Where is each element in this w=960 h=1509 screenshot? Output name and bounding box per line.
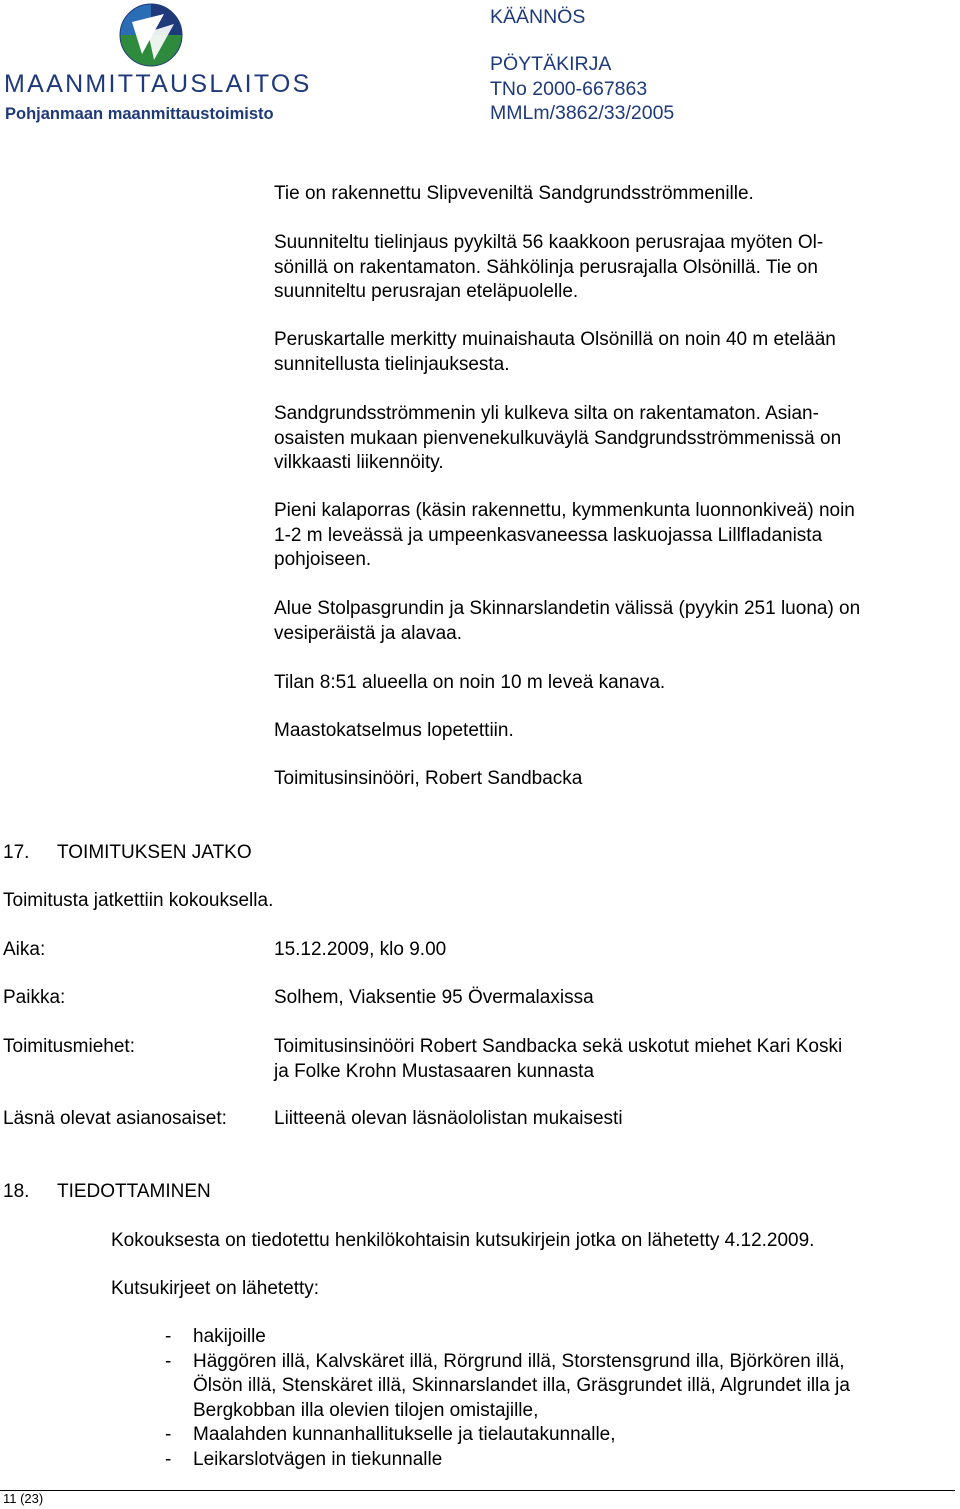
- paragraph-area: [274, 597, 954, 646]
- section-title: TOIMITUKSEN JATKO: [57, 842, 252, 863]
- paragraph-road-built: [274, 182, 954, 207]
- text-line: hakijoille: [193, 1326, 266, 1347]
- paragraph-fish-ladder: [274, 499, 954, 573]
- text-line: pohjoiseen.: [274, 549, 372, 570]
- document-type: PÖYTÄKIRJA: [490, 53, 612, 75]
- section-18-paragraph: Kokouksesta on tiedotettu henkilökohtaisin kutsukirjein jotka on lähetetty 4.12.2009.: [111, 1230, 815, 1251]
- text-line: Tilan 8:51 alueella on noin 10 m leveä kanava.: [274, 672, 666, 693]
- translation-label: KÄÄNNÖS: [490, 6, 586, 28]
- text-line: 1-2 m leveässä ja umpeenkasvaneessa laskuojassa Lillfladanista: [274, 524, 823, 546]
- text-line: Maastokatselmus lopetettiin.: [274, 720, 514, 741]
- page-number: 11 (23): [3, 1491, 44, 1506]
- signature-line: [274, 767, 954, 792]
- section-18-recipients-intro: Kutsukirjeet on lähetetty:: [111, 1278, 320, 1299]
- recipients-list: [165, 1325, 945, 1472]
- field-label-time: Aika:: [3, 939, 46, 960]
- list-dash: -: [165, 1326, 172, 1347]
- list-item: [165, 1423, 945, 1448]
- text-line: Suunniteltu tielinjaus pyykiltä 56 kaakkoon perusrajaa myöten Ol-: [274, 232, 824, 253]
- section-number: 18.: [3, 1181, 30, 1202]
- section-18-heading: [3, 1180, 211, 1205]
- field-label-place: Paikka:: [3, 987, 66, 1008]
- list-item: [165, 1350, 945, 1424]
- text-line: Alue Stolpasgrundin ja Skinnarslandetin välissä (pyykin 251 luona) on: [274, 598, 861, 619]
- field-value-time: 15.12.2009, klo 9.00: [274, 939, 447, 960]
- text-line: Toimitusinsinööri Robert Sandbacka sekä uskotut miehet Kari Koski: [274, 1036, 843, 1057]
- field-label-parties: Läsnä olevat asianosaiset:: [3, 1108, 227, 1129]
- section-number: 17.: [3, 842, 30, 863]
- paragraph-canal: [274, 671, 954, 696]
- reference-number: MMLm/3862/33/2005: [490, 102, 675, 124]
- logo: [118, 2, 184, 68]
- paragraph-bridge: [274, 402, 954, 476]
- text-line: vesiperäistä ja alavaa.: [274, 622, 462, 644]
- list-item: [165, 1325, 945, 1350]
- list-item: [165, 1448, 945, 1473]
- text-line: sönillä on rakentamaton. Sähkölinja perusrajalla Olsönillä. Tie on: [274, 256, 818, 278]
- text-line: vilkkaasti liikennöity.: [274, 452, 444, 473]
- text-line: sunnitellusta tielinjauksesta.: [274, 353, 510, 375]
- text-line: Toimitusinsinööri, Robert Sandbacka: [274, 768, 583, 789]
- paragraph-ancient-grave: [274, 328, 954, 377]
- text-line: Bergkobban illa olevien tilojen omistajille,: [193, 1399, 539, 1421]
- section-title: TIEDOTTAMINEN: [57, 1181, 211, 1202]
- paragraph-inspection-ended: [274, 719, 954, 744]
- logo-wordmark: MAANMITTAUSLAITOS: [4, 70, 312, 98]
- section-17-intro: Toimitusta jatkettiin kokouksella.: [3, 890, 274, 911]
- paragraph-planned-route: [274, 231, 954, 305]
- office-name: Pohjanmaan maanmittaustoimisto: [5, 105, 274, 123]
- text-line: Häggören illä, Kalvskäret illä, Rörgrund illä, Storstensgrund illa, Björkören illä,: [193, 1350, 845, 1372]
- text-line: Maalahden kunnanhallitukselle ja tielautakunnalle,: [193, 1424, 616, 1445]
- text-line: Tie on rakennettu Slipveveniltä Sandgrundsströmmenille.: [274, 183, 754, 204]
- list-dash: -: [165, 1350, 172, 1372]
- field-value-parties: Liitteenä olevan läsnäololistan mukaisesti: [274, 1108, 623, 1129]
- text-line: suunniteltu perusrajan eteläpuolelle.: [274, 281, 579, 302]
- field-label-officials: Toimitusmiehet:: [3, 1036, 135, 1057]
- text-line: Leikarslotvägen in tiekunnalle: [193, 1448, 443, 1470]
- text-line: Sandgrundsströmmenin yli kulkeva silta on rakentamaton. Asian-: [274, 403, 819, 424]
- field-value-place: Solhem, Viaksentie 95 Övermalaxissa: [274, 987, 594, 1008]
- logo-emblem-icon: [118, 2, 184, 68]
- text-line: ja Folke Krohn Mustasaaren kunnasta: [274, 1060, 595, 1082]
- case-number: TNo 2000-667863: [490, 78, 648, 100]
- list-dash: -: [165, 1424, 172, 1445]
- text-line: Pieni kalaporras (käsin rakennettu, kymmenkunta luonnonkiveä) noin: [274, 500, 855, 521]
- text-line: osaisten mukaan pienvenekulkuväylä Sandgrundsströmmenissä on: [274, 427, 842, 449]
- text-line: Peruskartalle merkitty muinaishauta Olsönillä on noin 40 m etelään: [274, 329, 836, 350]
- text-line: Ölsön illä, Stenskäret illä, Skinnarslandet illa, Gräsgrundet illä, Algrundet illa ja: [193, 1375, 850, 1396]
- field-value-officials: [274, 1035, 954, 1084]
- section-17-heading: [3, 841, 252, 866]
- list-dash: -: [165, 1448, 172, 1470]
- footer-divider: [0, 1490, 955, 1491]
